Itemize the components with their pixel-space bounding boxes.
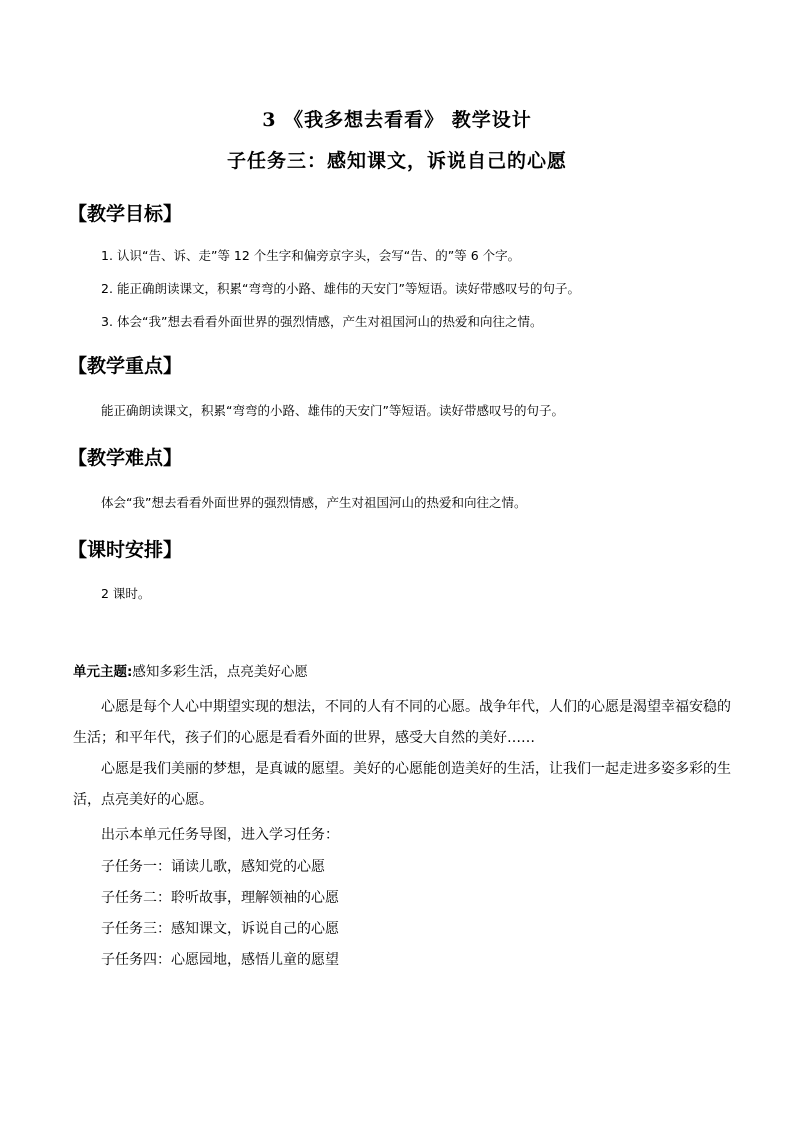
objective-text: 能正确朗读课文，积累“弯弯的小路、雄伟的天安门”等短语。读好带感叹号的句子。 [117,281,580,296]
objective-item-1 [101,246,520,264]
document-title: 3 《我多想去看看》 教学设计 [262,109,532,131]
document-subtitle: 子任务三：感知课文，诉说自己的心愿 [226,150,567,172]
objective-number: 3. [101,314,113,329]
unit-theme-text: 感知多彩生活，点亮美好心愿 [132,664,308,680]
unit-theme-label: 单元主题: [73,664,133,680]
unit-lead-in: 出示本单元任务导图，进入学习任务： [101,827,339,843]
unit-theme-line [73,660,308,680]
schedule-text: 2 课时。 [101,586,151,601]
objective-number: 1. [101,248,113,263]
unit-paragraph-2: 心愿是我们美丽的梦想，是真诚的愿望。美好的心愿能创造美好的生活，让我们一起走进多姿多彩的生活，点亮美好的心愿。 [73,761,731,808]
key-points-text: 能正确朗读课文，积累“弯弯的小路、雄伟的天安门”等短语。读好带感叹号的句子。 [101,403,564,418]
difficulties-heading: 【教学难点】 [68,447,183,469]
unit-task-4: 子任务四：心愿园地，感悟儿童的愿望 [101,952,339,968]
difficulties-text: 体会“我”想去看看外面世界的强烈情感，产生对祖国河山的热爱和向往之情。 [101,495,527,510]
objective-item-3 [101,312,542,330]
unit-task-3: 子任务三：感知课文，诉说自己的心愿 [101,921,339,937]
objectives-heading: 【教学目标】 [68,203,183,225]
objective-text: 认识“告、诉、走”等 12 个生字和偏旁京字头，会写“告、的”等 6 个字。 [117,248,521,263]
unit-task-2: 子任务二：聆听故事，理解领袖的心愿 [101,890,339,906]
key-points-heading: 【教学重点】 [68,355,183,377]
objective-item-2 [101,279,580,297]
unit-task-1: 子任务一：诵读儿歌，感知党的心愿 [101,859,325,875]
schedule-heading: 【课时安排】 [68,539,183,561]
objective-number: 2. [101,281,113,296]
unit-paragraph-1: 心愿是每个人心中期望实现的想法，不同的人有不同的心愿。战争年代，人们的心愿是渴望幸福安稳的生活；和平年代，孩子们的心愿是看看外面的世界，感受大自然的美好…… [73,699,731,746]
objective-text: 体会“我”想去看看外面世界的强烈情感，产生对祖国河山的热爱和向往之情。 [117,314,543,329]
